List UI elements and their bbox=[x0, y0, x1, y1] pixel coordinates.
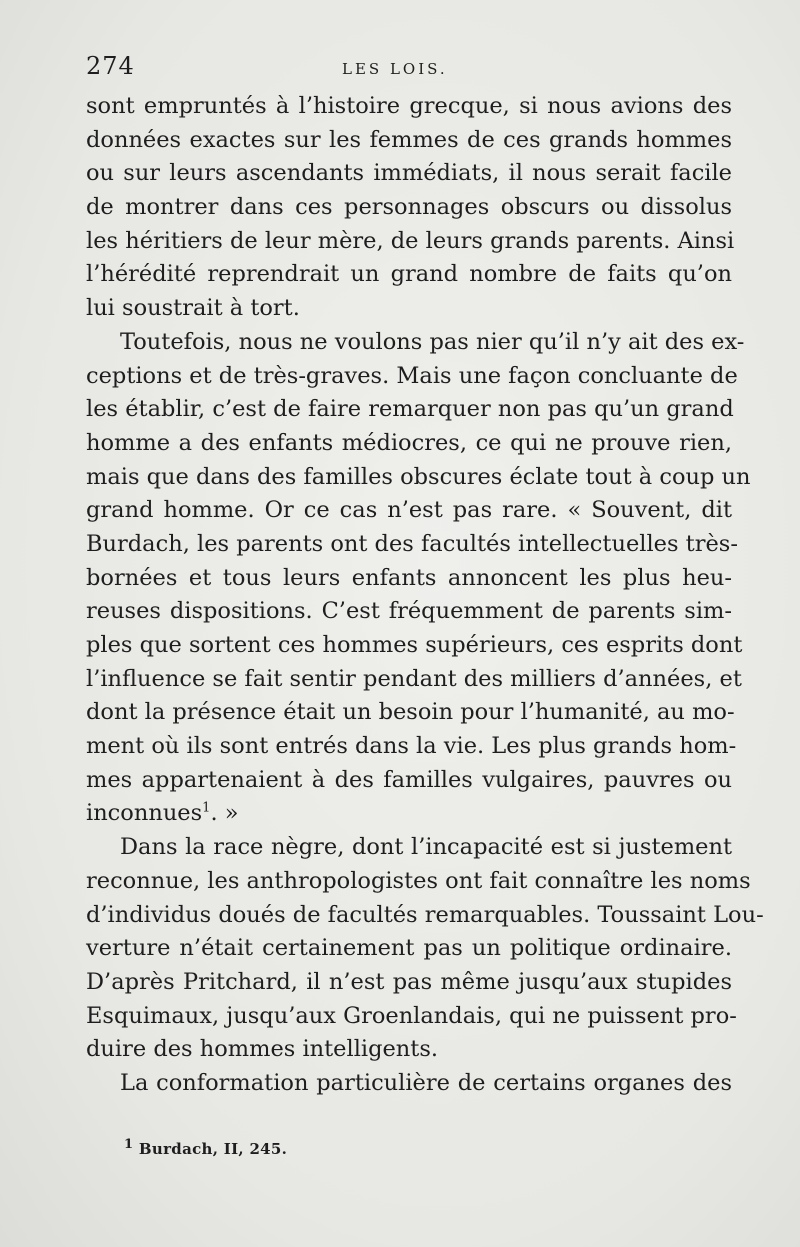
text-line: les établir, c’est de faire remarquer non pas qu’un grand bbox=[86, 396, 734, 423]
text-line: sont empruntés à l’histoire grecque, si nous avions des bbox=[86, 93, 732, 119]
text-line: Dans la race nègre, dont l’incapacité est si justement bbox=[120, 834, 732, 861]
footnote bbox=[124, 1137, 288, 1158]
text-line: verture n’était certainement pas un politique ordinaire. bbox=[86, 935, 732, 962]
text-line: reconnue, les anthropologistes ont fait connaître les noms bbox=[86, 867, 751, 894]
text-line: bornées et tous leurs enfants annoncent les plus heu- bbox=[86, 564, 732, 591]
text-line: ples que sortent ces hommes supérieurs, ces esprits dont bbox=[86, 632, 743, 658]
text-line: Toutefois, nous ne voulons pas nier qu’il n’y ait des ex- bbox=[120, 328, 745, 355]
text-line: mais que dans des familles obscures éclate tout à coup un bbox=[86, 463, 751, 490]
text-line: ceptions et de très-graves. Mais une façon concluante de bbox=[86, 362, 738, 389]
text-line: dont la présence était un besoin pour l’humanité, au mo- bbox=[86, 699, 735, 726]
text-line: grand homme. Or ce cas n’est pas rare. « Souvent, dit bbox=[86, 497, 732, 524]
text-line: ou sur leurs ascendants immédiats, il nous serait facile bbox=[86, 160, 732, 187]
body-text bbox=[86, 90, 764, 1101]
text-line: La conformation particulière de certains organes des bbox=[120, 1069, 732, 1096]
text-line: d’individus doués de facultés remarquables. Toussaint Lou- bbox=[86, 901, 764, 928]
footnote-text: Burdach, II, 245. bbox=[138, 1140, 288, 1158]
footnote-mark: 1 bbox=[124, 1137, 134, 1152]
quote-close: . » bbox=[210, 800, 239, 827]
text-line: de montrer dans ces personnages obscurs ou dissolus bbox=[86, 194, 732, 221]
text-line: lui soustrait à tort. bbox=[86, 295, 300, 322]
text-line: l’influence se fait sentir pendant des milliers d’années, et bbox=[86, 665, 742, 692]
text-line: Esquimaux, jusqu’aux Groenlandais, qui ne puissent pro- bbox=[86, 1002, 737, 1029]
page-header bbox=[86, 52, 730, 88]
text-fragment: inconnues bbox=[86, 800, 203, 827]
text-line: D’après Pritchard, il n’est pas même jusqu’aux stupides bbox=[86, 968, 732, 995]
text-line: homme a des enfants médiocres, ce qui ne prouve rien, bbox=[86, 429, 732, 456]
text-line: mes appartenaient à des familles vulgaires, pauvres ou bbox=[86, 766, 732, 793]
text-line: Burdach, les parents ont des facultés intellectuelles très- bbox=[86, 530, 738, 557]
running-head: LES LOIS. bbox=[342, 60, 448, 78]
text-line: ment où ils sont entrés dans la vie. Les plus grands hom- bbox=[86, 733, 737, 760]
footnote-reference: 1 bbox=[202, 800, 211, 816]
text-line: reuses dispositions. C’est fréquemment de parents sim- bbox=[86, 598, 732, 625]
page-number: 274 bbox=[86, 52, 135, 80]
text-line: l’hérédité reprendrait un grand nombre de faits qu’on bbox=[86, 261, 732, 288]
text-line-with-footnote bbox=[86, 797, 732, 831]
text-line: les héritiers de leur mère, de leurs grands parents. Ainsi bbox=[86, 227, 735, 254]
text-line: duire des hommes intelligents. bbox=[86, 1036, 439, 1063]
text-line: données exactes sur les femmes de ces grands hommes bbox=[86, 126, 732, 153]
